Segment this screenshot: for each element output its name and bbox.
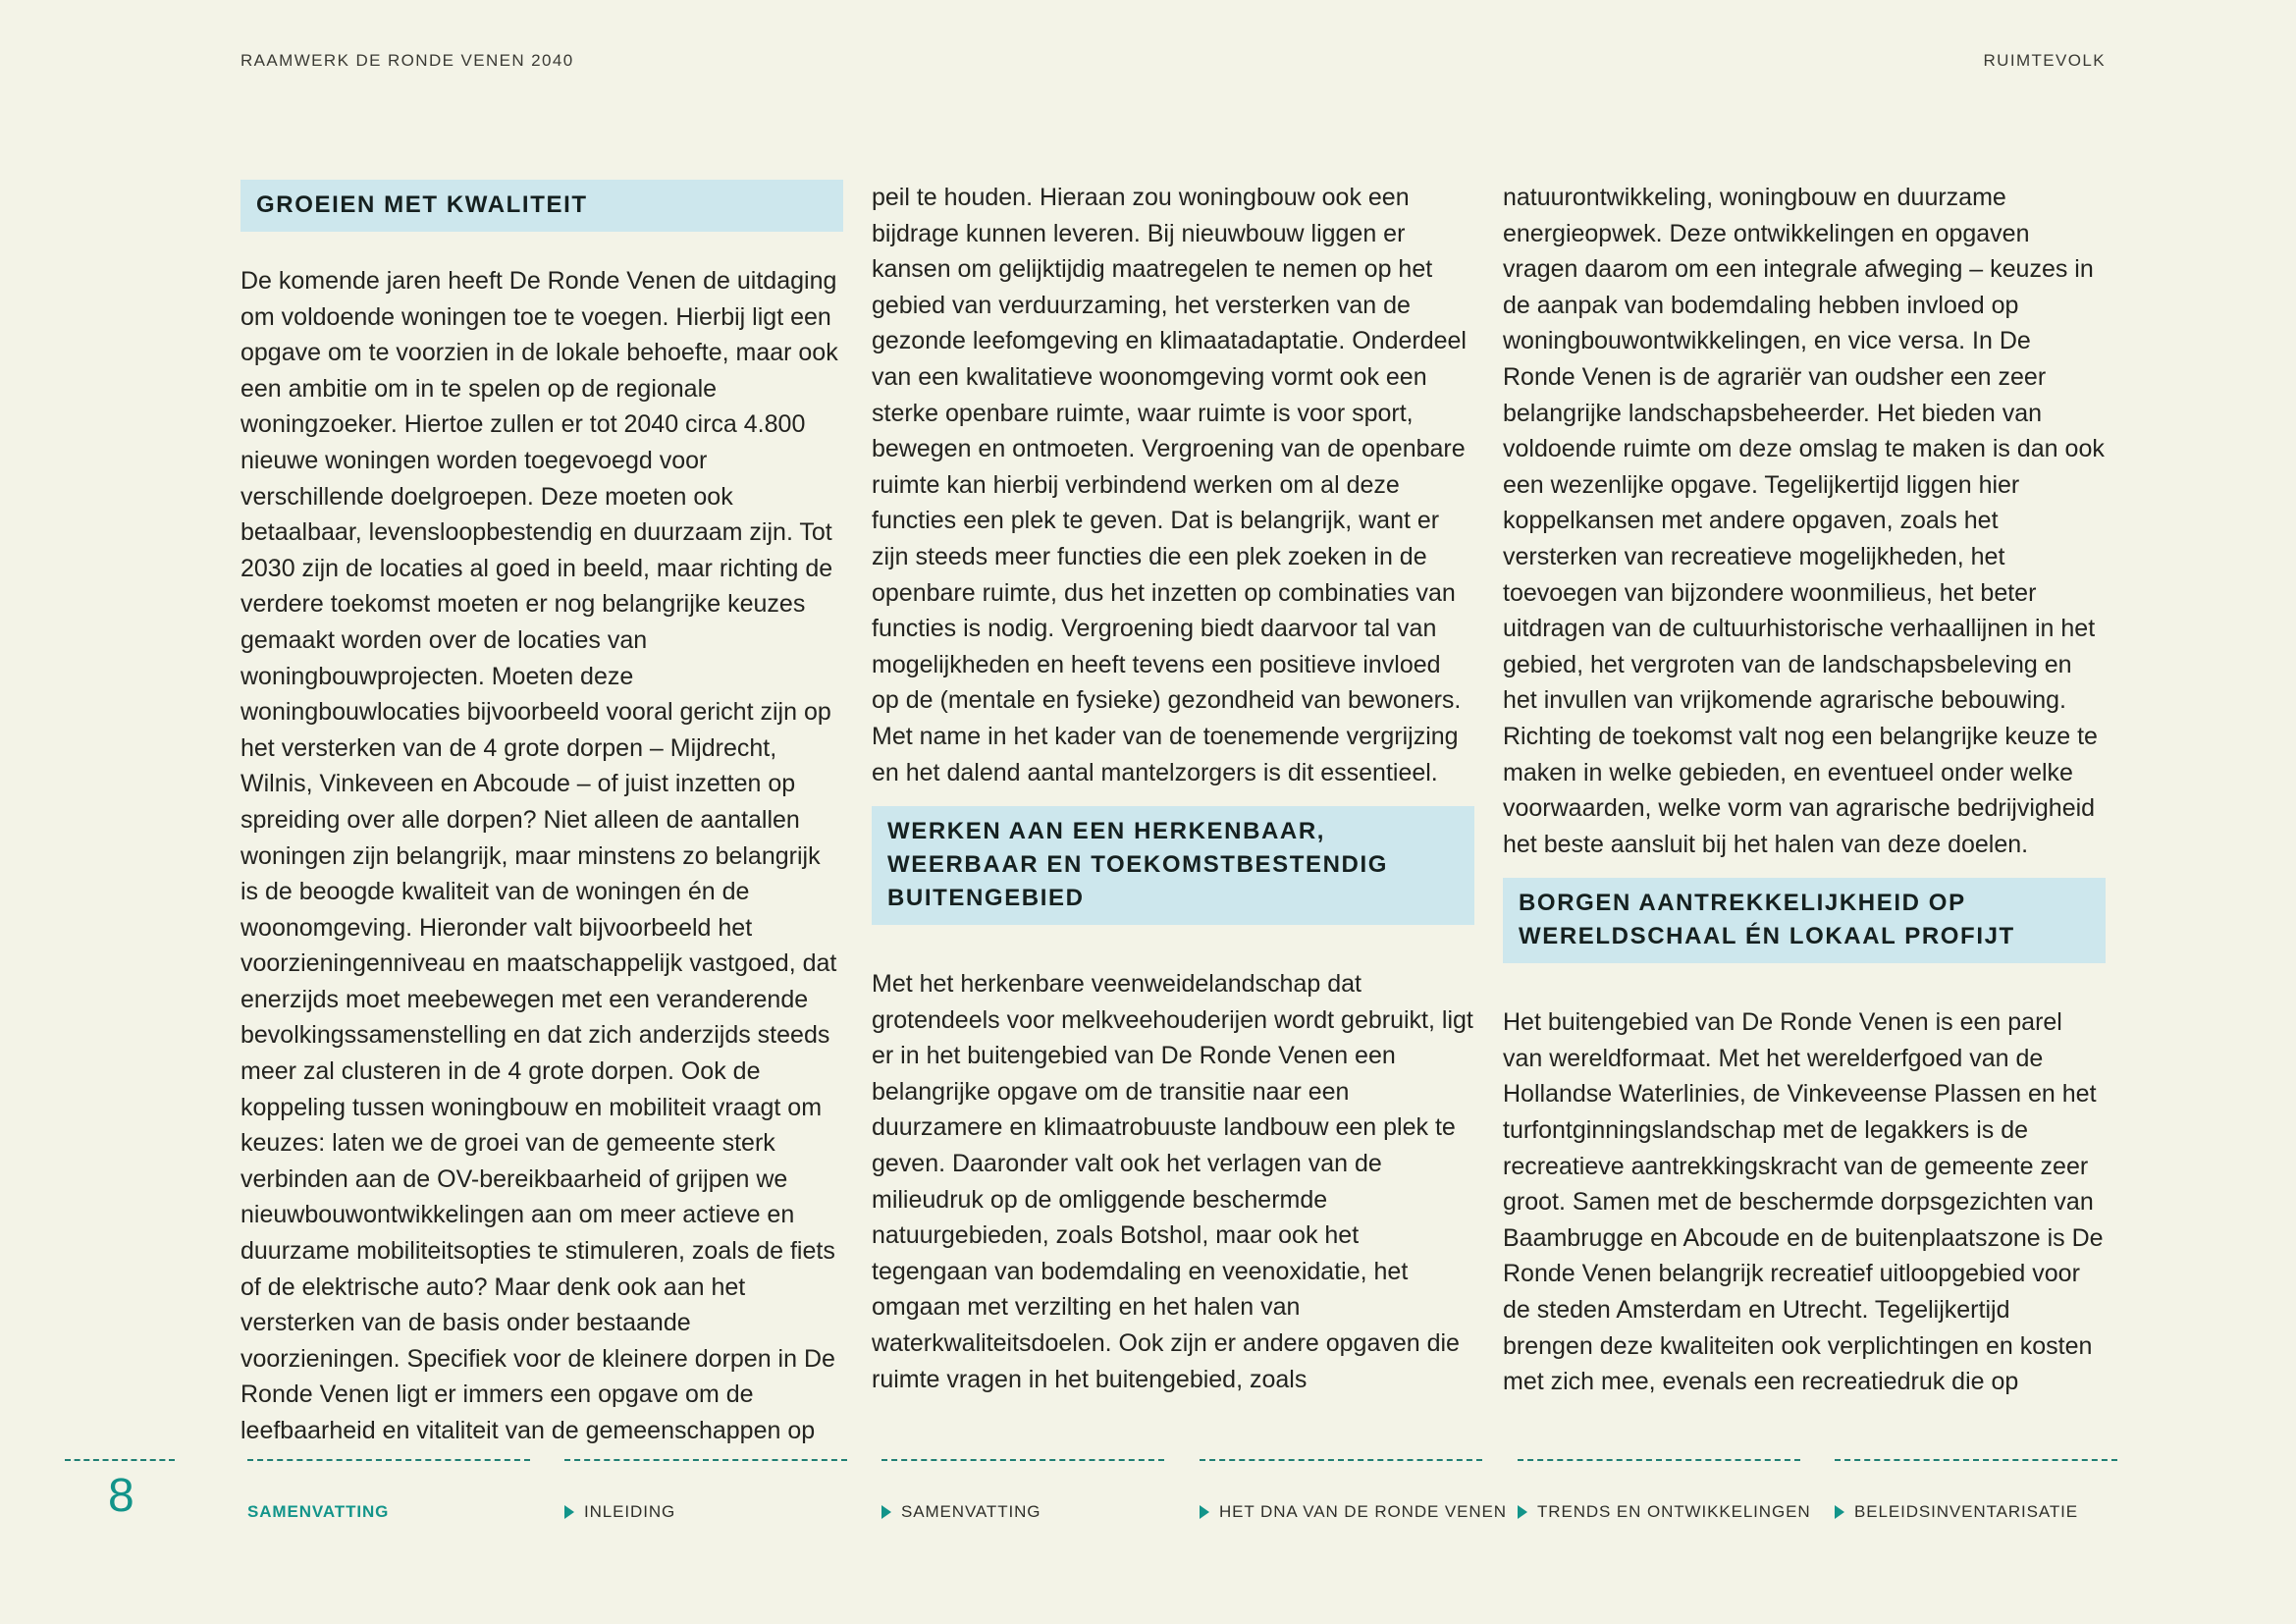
section-heading-groeien-met-kwaliteit: GROEIEN MET KWALITEIT <box>240 180 843 232</box>
nav-item-label: TRENDS EN ONTWIKKELINGEN <box>1537 1502 1811 1521</box>
current-section-label: SAMENVATTING <box>247 1502 390 1521</box>
dashed-divider <box>1835 1459 2117 1461</box>
page-number-cell <box>65 1459 175 1520</box>
column-3 <box>1503 180 2106 1449</box>
arrow-right-icon <box>881 1505 891 1519</box>
column-2 <box>872 180 1474 1449</box>
footer-navigation <box>0 1459 2296 1587</box>
paragraph: Met het herkenbare veenweidelandschap dat grotendeels voor melkveehouderijen wordt gebruikt, ligt er in het buitengebied van De Ronde Venen een belangrijke opgave om de transitie naar een duurzamere en klimaatrobuuste landbouw een plek te geven. Daaronder valt ook het verlagen van de milieudruk op de omliggende beschermde natuurgebieden, zoals Botshol, maar ook het tegengaan van bodemdaling en veenoxidatie, het omgaan met verzilting en het halen van waterkwaliteitsdoelen. Ook zijn er andere opgaven die ruimte vragen in het buitengebied, zoals <box>872 970 1473 1393</box>
dashed-divider <box>881 1459 1164 1461</box>
nav-item-het-dna-van-de-ronde-venen[interactable] <box>1200 1459 1507 1522</box>
text-columns <box>240 180 2107 1449</box>
footer-current-section <box>247 1459 530 1522</box>
publisher-name: RUIMTEVOLK <box>1983 51 2106 70</box>
nav-item-samenvatting[interactable] <box>881 1459 1164 1522</box>
nav-item-label: INLEIDING <box>584 1502 676 1521</box>
arrow-right-icon <box>1518 1505 1527 1519</box>
paragraph: peil te houden. Hieraan zou woningbouw ook een bijdrage kunnen leveren. Bij nieuwbouw liggen er kansen om gelijktijdig maatregelen te nemen op het gebied van verduurzaming, het versterken van de gezonde leefomgeving en klimaatadaptatie. Onderdeel van een kwalitatieve woonomgeving vormt ook een sterke openbare ruimte, waar ruimte is voor sport, bewegen en ontmoeten. Vergroening van de openbare ruimte kan hierbij verbindend werken om al deze functies een plek te geven. Dat is belangrijk, want er zijn steeds meer functies die een plek zoeken in de openbare ruimte, dus het inzetten op combinaties van functies is nodig. Vergroening biedt daarvoor tal van mogelijkheden en heeft tevens een positieve invloed op de (mentale en fysieke) gezondheid van bewoners. Met name in het kader van de toenemende vergrijzing en het dalend aantal mantelzorgers is dit essentieel. <box>872 184 1467 786</box>
dashed-divider <box>564 1459 847 1461</box>
nav-item-label: SAMENVATTING <box>901 1502 1041 1521</box>
section-heading-werken-aan-buitengebied: WERKEN AAN EEN HERKENBAAR, WEERBAAR EN TOEKOMSTBESTENDIG BUITENGEBIED <box>872 806 1474 925</box>
nav-item-inleiding[interactable] <box>564 1459 847 1522</box>
paragraph: De komende jaren heeft De Ronde Venen de uitdaging om voldoende woningen toe te voegen. Hierbij ligt een opgave om te voorzien in de lokale behoefte, maar ook een ambitie om in te spelen op de regionale woningzoeker. Hiertoe zullen er tot 2040 circa 4.800 nieuwe woningen worden toegevoegd voor verschillende doelgroepen. Deze moeten ook betaalbaar, levensloopbestendig en duurzaam zijn. Tot 2030 zijn de locaties al goed in beeld, maar richting de verdere toekomst moeten er nog belangrijke keuzes gemaakt worden over de locaties van woningbouwprojecten. Moeten deze woningbouwlocaties bijvoorbeeld vooral gericht zijn op het versterken van de 4 grote dorpen – Mijdrecht, Wilnis, Vinkeveen en Abcoude – of juist inzetten op spreiding over alle dorpen? Niet alleen de aantallen woningen zijn belangrijk, maar minstens zo belangrijk is de beoogde kwaliteit van de woningen én de woonomgeving. Hieronder valt bijvoorbeeld het voorzieningenniveau en maatschappelijk vastgoed, dat enerzijds moet meebewegen met een veranderende bevolkingssamenstelling en dat zich anderzijds steeds meer zal clusteren in de 4 grote dorpen. Ook de koppeling tussen woningbouw en mobiliteit vraagt om keuzes: laten we de groei van de gemeente sterk verbinden aan de OV-bereikbaarheid of grijpen we nieuwbouwontwikkelingen aan om meer actieve en duurzame mobiliteitsopties te stimuleren, zoals de fiets of de elektrische auto? Maar denk ook aan het versterken van de basis onder bestaande voorzieningen. Specifiek voor de kleinere dorpen in De Ronde Venen ligt er immers een opgave om de leefbaarheid en vitaliteit van de gemeenschappen op <box>240 267 838 1444</box>
arrow-right-icon <box>1835 1505 1844 1519</box>
dashed-divider <box>247 1459 530 1461</box>
column-1 <box>240 180 843 1449</box>
nav-item-label: BELEIDSINVENTARISATIE <box>1854 1502 2078 1521</box>
nav-item-beleidsinventarisatie[interactable] <box>1835 1459 2117 1522</box>
arrow-right-icon <box>1200 1505 1209 1519</box>
dashed-divider <box>65 1459 175 1461</box>
nav-item-trends-en-ontwikkelingen[interactable] <box>1518 1459 1811 1522</box>
section-heading-borgen-aantrekkelijkheid: BORGEN AANTREKKELIJKHEID OP WERELDSCHAAL ÉN LOKAAL PROFIJT <box>1503 878 2106 963</box>
paragraph: Het buitengebied van De Ronde Venen is een parel van wereldformaat. Met het werelderfgoed van de Hollandse Waterlinies, de Vinkeveense Plassen en het turfontginningslandschap met de legakkers is de recreatieve aantrekkingskracht van de gemeente zeer groot. Samen met de beschermde dorpsgezichten van Baambrugge en Abcoude en de buitenplaatszone is De Ronde Venen belangrijk recreatief uitloopgebied voor de steden Amsterdam en Utrecht. Tegelijkertijd brengen deze kwaliteiten ook verplichtingen en kosten met zich mee, evenals een recreatiedruk die op <box>1503 1008 2104 1396</box>
dashed-divider <box>1200 1459 1482 1461</box>
page-number: 8 <box>108 1470 134 1522</box>
document-title: RAAMWERK DE RONDE VENEN 2040 <box>240 51 574 70</box>
running-header <box>240 51 2106 71</box>
paragraph: natuurontwikkeling, woningbouw en duurzame energieopwek. Deze ontwikkelingen en opgaven vragen daarom om een integrale afweging – keuzes in de aanpak van bodemdaling hebben invloed op woningbouwontwikkelingen, en vice versa. In De Ronde Venen is de agrariër van oudsher een zeer belangrijke landschapsbeheerder. Het bieden van voldoende ruimte om deze omslag te maken is dan ook een wezenlijke opgave. Tegelijkertijd liggen hier koppelkansen met andere opgaven, zoals het versterken van recreatieve mogelijkheden, het toevoegen van bijzondere woonmilieus, het beter uitdragen van de cultuurhistorische verhaallijnen in het gebied, het vergroten van de landschapsbeleving en het invullen van vrijkomende agrarische bebouwing. Richting de toekomst valt nog een belangrijke keuze te maken in welke gebieden, en eventueel onder welke voorwaarden, welke vorm van agrarische bedrijvigheid het beste aansluit bij het halen van deze doelen. <box>1503 184 2105 858</box>
dashed-divider <box>1518 1459 1800 1461</box>
arrow-right-icon <box>564 1505 574 1519</box>
nav-item-label: HET DNA VAN DE RONDE VENEN <box>1219 1502 1507 1521</box>
